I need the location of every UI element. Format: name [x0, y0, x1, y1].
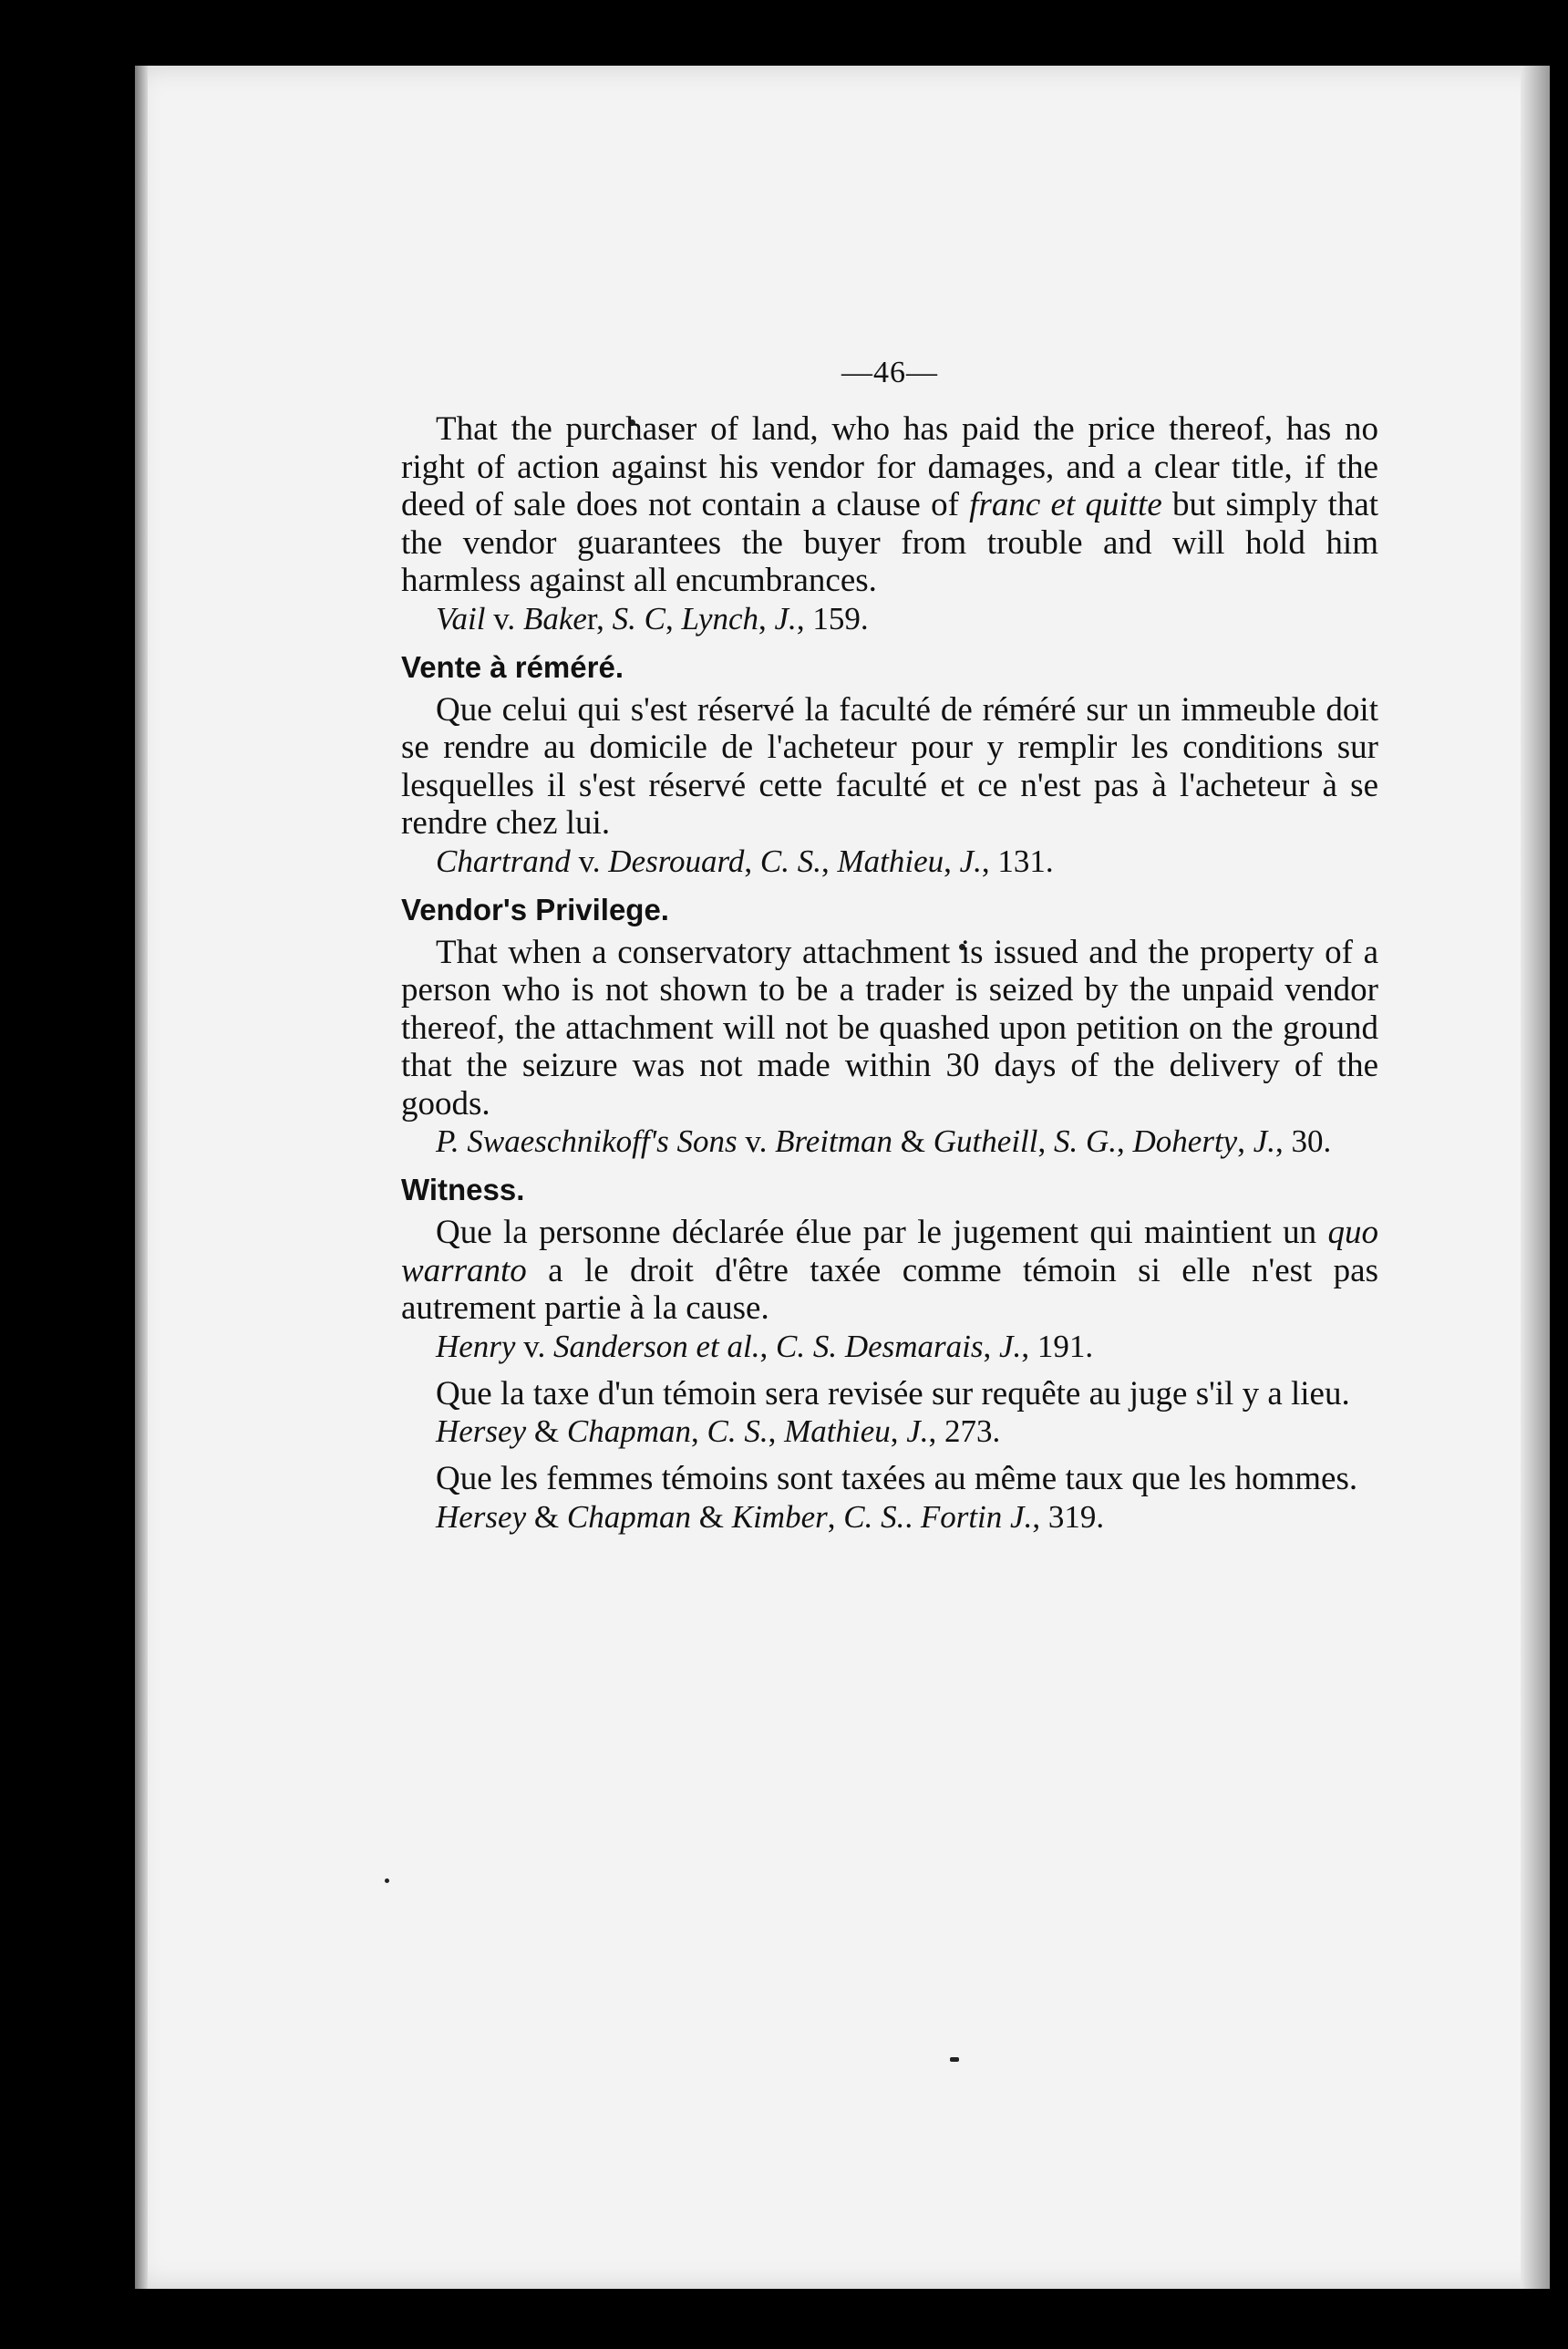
citation-judge: Lynch	[681, 600, 759, 636]
citation-party: Kimber	[731, 1498, 828, 1535]
citation-sep	[1002, 1499, 1010, 1535]
citation-sep: ,	[758, 600, 775, 636]
paragraph-conservatory-attachment: That when a conservatory attachment is issued and the property of a person who is not shown to be a trader is seized by the unpaid vendor thereof, the attachment will not be quashed upon petition on the ground that the seizure was not made within 30 days of the delivery of the goods.	[401, 933, 1378, 1123]
citation-judge-title: J.	[1010, 1498, 1033, 1535]
citation-swaeschnikoff-breitman	[436, 1123, 1378, 1161]
citation-court: C. S.	[707, 1413, 769, 1449]
citation-judge-title: J.	[906, 1413, 929, 1449]
ink-speck	[950, 2057, 959, 2062]
citation-court: S. C	[612, 600, 666, 636]
citation-hersey-chapman-273	[436, 1413, 1378, 1451]
citation-sep: &	[690, 1498, 732, 1535]
heading-vendors-privilege: Vendor's Privilege.	[401, 892, 669, 926]
citation-party: Hersey	[436, 1498, 527, 1535]
citation-henry-sanderson	[436, 1328, 1378, 1366]
paragraph-text: That the purchaser of land, who has paid the price thereof, has no right of action against his vendor for damages, and a clear title, if the deed of sale does not contain a clause of	[401, 410, 1378, 523]
show-through-text	[383, 1587, 1349, 2043]
citation-judge-title: J.	[774, 600, 797, 636]
citation-party: Chartrand	[436, 843, 571, 879]
citation-party: P. Swaeschnikoff's Sons	[436, 1123, 738, 1159]
citation-party: Gutheill	[933, 1123, 1038, 1159]
citation-sep: ,	[983, 1328, 1000, 1364]
citation-sep: .	[904, 1498, 921, 1535]
citation-court: C. S.	[759, 843, 821, 879]
citation-sep: v.	[515, 1328, 553, 1364]
citation-sep: v.	[485, 600, 523, 636]
citation-page: , 319.	[1032, 1498, 1105, 1535]
citation-judge-title: J.	[999, 1328, 1022, 1364]
paragraph-italic: franc et quitte	[969, 486, 1162, 523]
paragraph-remere: Que celui qui s'est réservé la faculté de réméré sur un immeuble doit se rendre au domicile de l'acheteur pour y remplir les conditions sur lesquelles il s'est réservé cette faculté et ce n'est pas à l'acheteur à se rendre chez lui.	[401, 690, 1378, 842]
ink-speck	[385, 1878, 389, 1883]
paragraph-quo-warranto	[401, 1214, 1378, 1328]
paragraph-text: Que la personne déclarée élue par le jugement qui maintient un	[436, 1214, 1317, 1251]
citation-sep: v.	[737, 1123, 776, 1159]
citation-sep: v.	[570, 843, 609, 879]
paragraph-purchaser	[401, 410, 1378, 600]
paragraph-femmes-temoins: Que les femmes témoins sont taxées au même taux que les hommes.	[436, 1460, 1358, 1497]
citation-sep: r,	[586, 600, 613, 636]
citation-party: Chapman	[566, 1413, 691, 1449]
citation-judge-title: J.	[959, 843, 982, 879]
citation-party: Chapman	[566, 1498, 691, 1535]
citation-chartrand-desrouard	[436, 843, 1378, 881]
citation-judge: Mathieu	[837, 843, 944, 879]
citation-vail-baker	[436, 600, 1378, 638]
citation-party: Desrouard	[608, 843, 745, 879]
citation-sep: &	[526, 1498, 567, 1535]
citation-sep: ,	[890, 1413, 907, 1449]
citation-sep: ,	[820, 843, 838, 879]
citation-sep: ,	[665, 600, 682, 636]
paragraph-text: but simply that the vendor guarantees the buyer from trouble and will hold him harmless against all encumbrances.	[401, 486, 1379, 599]
citation-sep: ,	[944, 843, 960, 879]
citation-page: , 191.	[1021, 1328, 1094, 1364]
citation-page: , 30.	[1275, 1123, 1332, 1159]
citation-court: C. S.	[775, 1328, 838, 1364]
citation-judge: Doherty	[1132, 1123, 1238, 1159]
citation-hersey-chapman-kimber	[436, 1498, 1378, 1537]
citation-judge: Mathieu	[784, 1413, 891, 1449]
citation-party: Sanderson et al.	[552, 1328, 760, 1364]
citation-judge-title: J.	[1253, 1123, 1276, 1159]
citation-page: , 159.	[796, 600, 869, 636]
citation-court: C. S.	[843, 1498, 905, 1535]
citation-judge: Fortin	[920, 1498, 1003, 1535]
citation-sep: ,	[827, 1498, 844, 1535]
citation-party: Hersey	[436, 1413, 527, 1449]
page-gutter-shadow	[135, 66, 148, 2289]
citation-party: Bake	[522, 600, 587, 636]
page-edge-shadow	[1521, 66, 1550, 2289]
heading-witness: Witness.	[401, 1173, 525, 1206]
citation-sep: &	[892, 1123, 934, 1159]
citation-page: , 273.	[928, 1413, 1001, 1449]
paragraph-taxe-temoin: Que la taxe d'un témoin sera revisée sur requête au juge s'il y a lieu.	[436, 1374, 1350, 1413]
citation-sep: ,	[759, 1328, 776, 1364]
citation-sep: ,	[1037, 1123, 1054, 1159]
citation-sep	[837, 1329, 845, 1364]
paragraph-text: a le droit d'être taxée comme témoin si elle n'est pas autrement partie à la cause.	[401, 1251, 1378, 1327]
citation-judge: Desmarais	[844, 1328, 984, 1364]
citation-sep: ,	[768, 1413, 785, 1449]
citation-page: , 131.	[981, 843, 1054, 879]
citation-sep: ,	[1237, 1123, 1253, 1159]
citation-party: Henry	[436, 1328, 516, 1364]
citation-sep: &	[526, 1413, 567, 1449]
page-content	[401, 356, 1378, 1546]
page-number: —46—	[841, 356, 938, 389]
citation-party: Breitman	[775, 1123, 893, 1159]
citation-party: Vail	[436, 600, 486, 636]
citation-sep: ,	[744, 843, 760, 879]
paragraph-italic: quo warranto	[401, 1214, 1378, 1289]
citation-sep: ,	[690, 1413, 707, 1449]
heading-vente-a-remere: Vente à réméré.	[401, 649, 624, 684]
citation-court: S. G.	[1054, 1123, 1118, 1159]
citation-sep: ,	[1117, 1123, 1133, 1159]
